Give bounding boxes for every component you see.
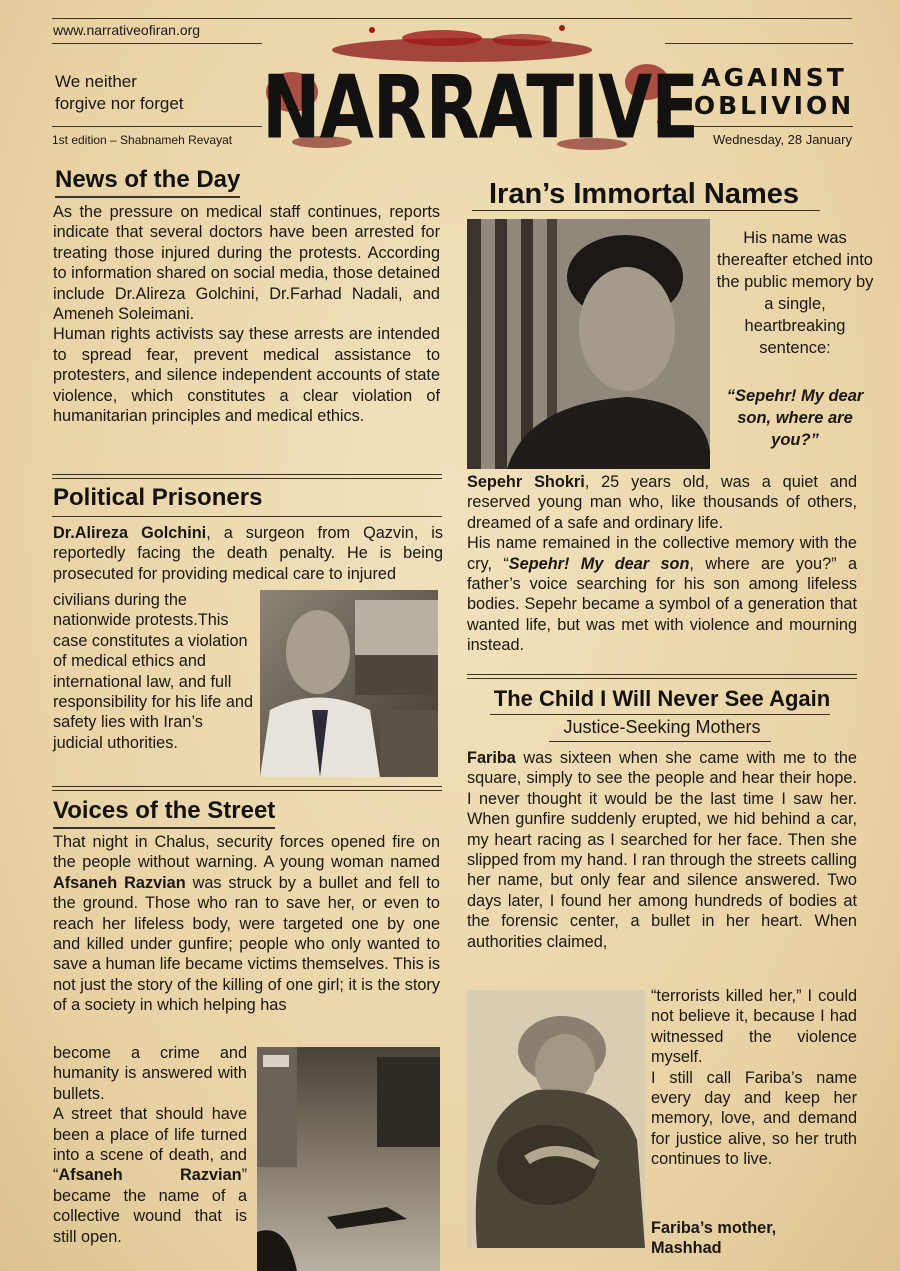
voices-paragraph-2: become a crime and humanity is answered with bullets. A street that should have been a place of life turned into a scene of death, and “Afsaneh Razvian” became the name of a collective wound that is still open. [53, 1044, 247, 1246]
prisoners-body: civilians during the nationwide protests.This case constitutes a violation of medical ethics and international law, and full responsibility for his life and safety lies with Iran’s judicial uthorities. [53, 591, 253, 752]
child-title-wrap [467, 686, 857, 712]
edition-label: 1st edition – Shabnameh Revayat [52, 133, 233, 147]
photo-placeholder-icon [467, 990, 645, 1248]
masthead-logo [262, 22, 699, 159]
immortal-body: Sepehr Shokri, 25 years old, was a quiet and reserved young man who, like thousands of others, dreamed of a safe and ordinary life. His name remained in the collective memory with the cry, “Sepehr! My dear son, where are you?” a father’s voice searching for his son among lifeless bodies. Sepehr became a symbol of a generation that wanted life, but was met with violence and mourning instead. [467, 473, 857, 655]
prisoners-title: Political Prisoners [53, 484, 263, 511]
sepehr-photo [467, 219, 710, 469]
voices-paragraph-1: That night in Chalus, security forces opened fire on the people without warning. A young woman named Afsaneh Razvian was struck by a bullet and fell to the ground. Those who ran to save her, or even to reach her lifeless body, were targeted one by one and killed under gunfire; people who only wanted to save a human life became victims themselves. This is not just the story of the killing of one girl; it is the story of a society in which helping has [53, 833, 440, 1015]
photo-placeholder-icon [467, 219, 710, 469]
child-name: Fariba [467, 749, 516, 767]
prisoner-name: Dr.Alireza Golchini [53, 524, 207, 542]
child-signature: Fariba’s mother, Mashhad [651, 1219, 777, 1258]
sepehr-name: Sepehr Shokri [467, 473, 585, 491]
child-paragraph-1: Fariba was sixteen when she came with me to the square, simply to see the people and hear their hope. I never thought it would be the last time I saw her. When gunfire suddenly erupted, we hid behind a car, my heart racing as I searched for her face. Then she slipped from my hand. I ran through the streets calling her name, but only fear and silence answered. Two days later, I found her among hundreds of bodies at the forensic center, a bullet in her heart. When authorities claimed, [467, 749, 857, 951]
photo-placeholder-icon [257, 1047, 440, 1271]
golchini-photo [260, 590, 438, 777]
immortal-quote: “Sepehr! My dear son, where are you?” [726, 387, 864, 449]
child-title: The Child I Will Never See Again [493, 686, 831, 711]
street-photo [257, 1047, 440, 1271]
child-subtitle: Justice-Seeking Mothers [563, 717, 761, 737]
logo-text: NARRATIVE [262, 56, 699, 159]
news-body [53, 202, 440, 426]
motto: We neither forgive nor forget [55, 72, 184, 113]
mother-photo [467, 990, 645, 1248]
immortal-caption: His name was thereafter etched into the public memory by a single, heartbreaking sentence: [716, 229, 874, 357]
voices-title: Voices of the Street [53, 797, 275, 829]
immortal-title-wrap [467, 178, 821, 211]
victim-name: Afsaneh Razvian [53, 873, 186, 892]
news-paragraph-1: As the pressure on medical staff continues, reports indicate that several doctors have been arrested for treating those injured during the protests. According to information shared on social media, those detained include Dr.Alireza Golchini, Dr.Farhad Nadali, and Ameneh Soleimani. [53, 203, 440, 324]
photo-placeholder-icon [260, 590, 438, 777]
news-paragraph-2: Human rights activists say these arrests are intended to spread fear, prevent medical assistance to protesters, and silence independent accounts of state violence, which constitutes a clear violation of humanitarian principles and medical ethics. [53, 325, 440, 426]
immortal-title: Iran’s Immortal Names [489, 178, 799, 210]
news-title: News of the Day [55, 166, 240, 198]
child-paragraph-2: “terrorists killed her,” I could not believe it, because I had witnessed the violence myself. I still call Fariba’s name every day and keep her memory, love, and demand for justice alive, so her truth continues to live. [651, 987, 857, 1169]
tagline: AGAINST OBLIVION [693, 63, 855, 120]
website-url: www.narrativeofiran.org [53, 22, 201, 38]
prisoners-intro: Dr.Alireza Golchini, a surgeon from Qazvin, is reportedly facing the death penalty. He is being prosecuted for providing medical care to injured [53, 524, 443, 583]
issue-date: Wednesday, 28 January [713, 132, 852, 147]
